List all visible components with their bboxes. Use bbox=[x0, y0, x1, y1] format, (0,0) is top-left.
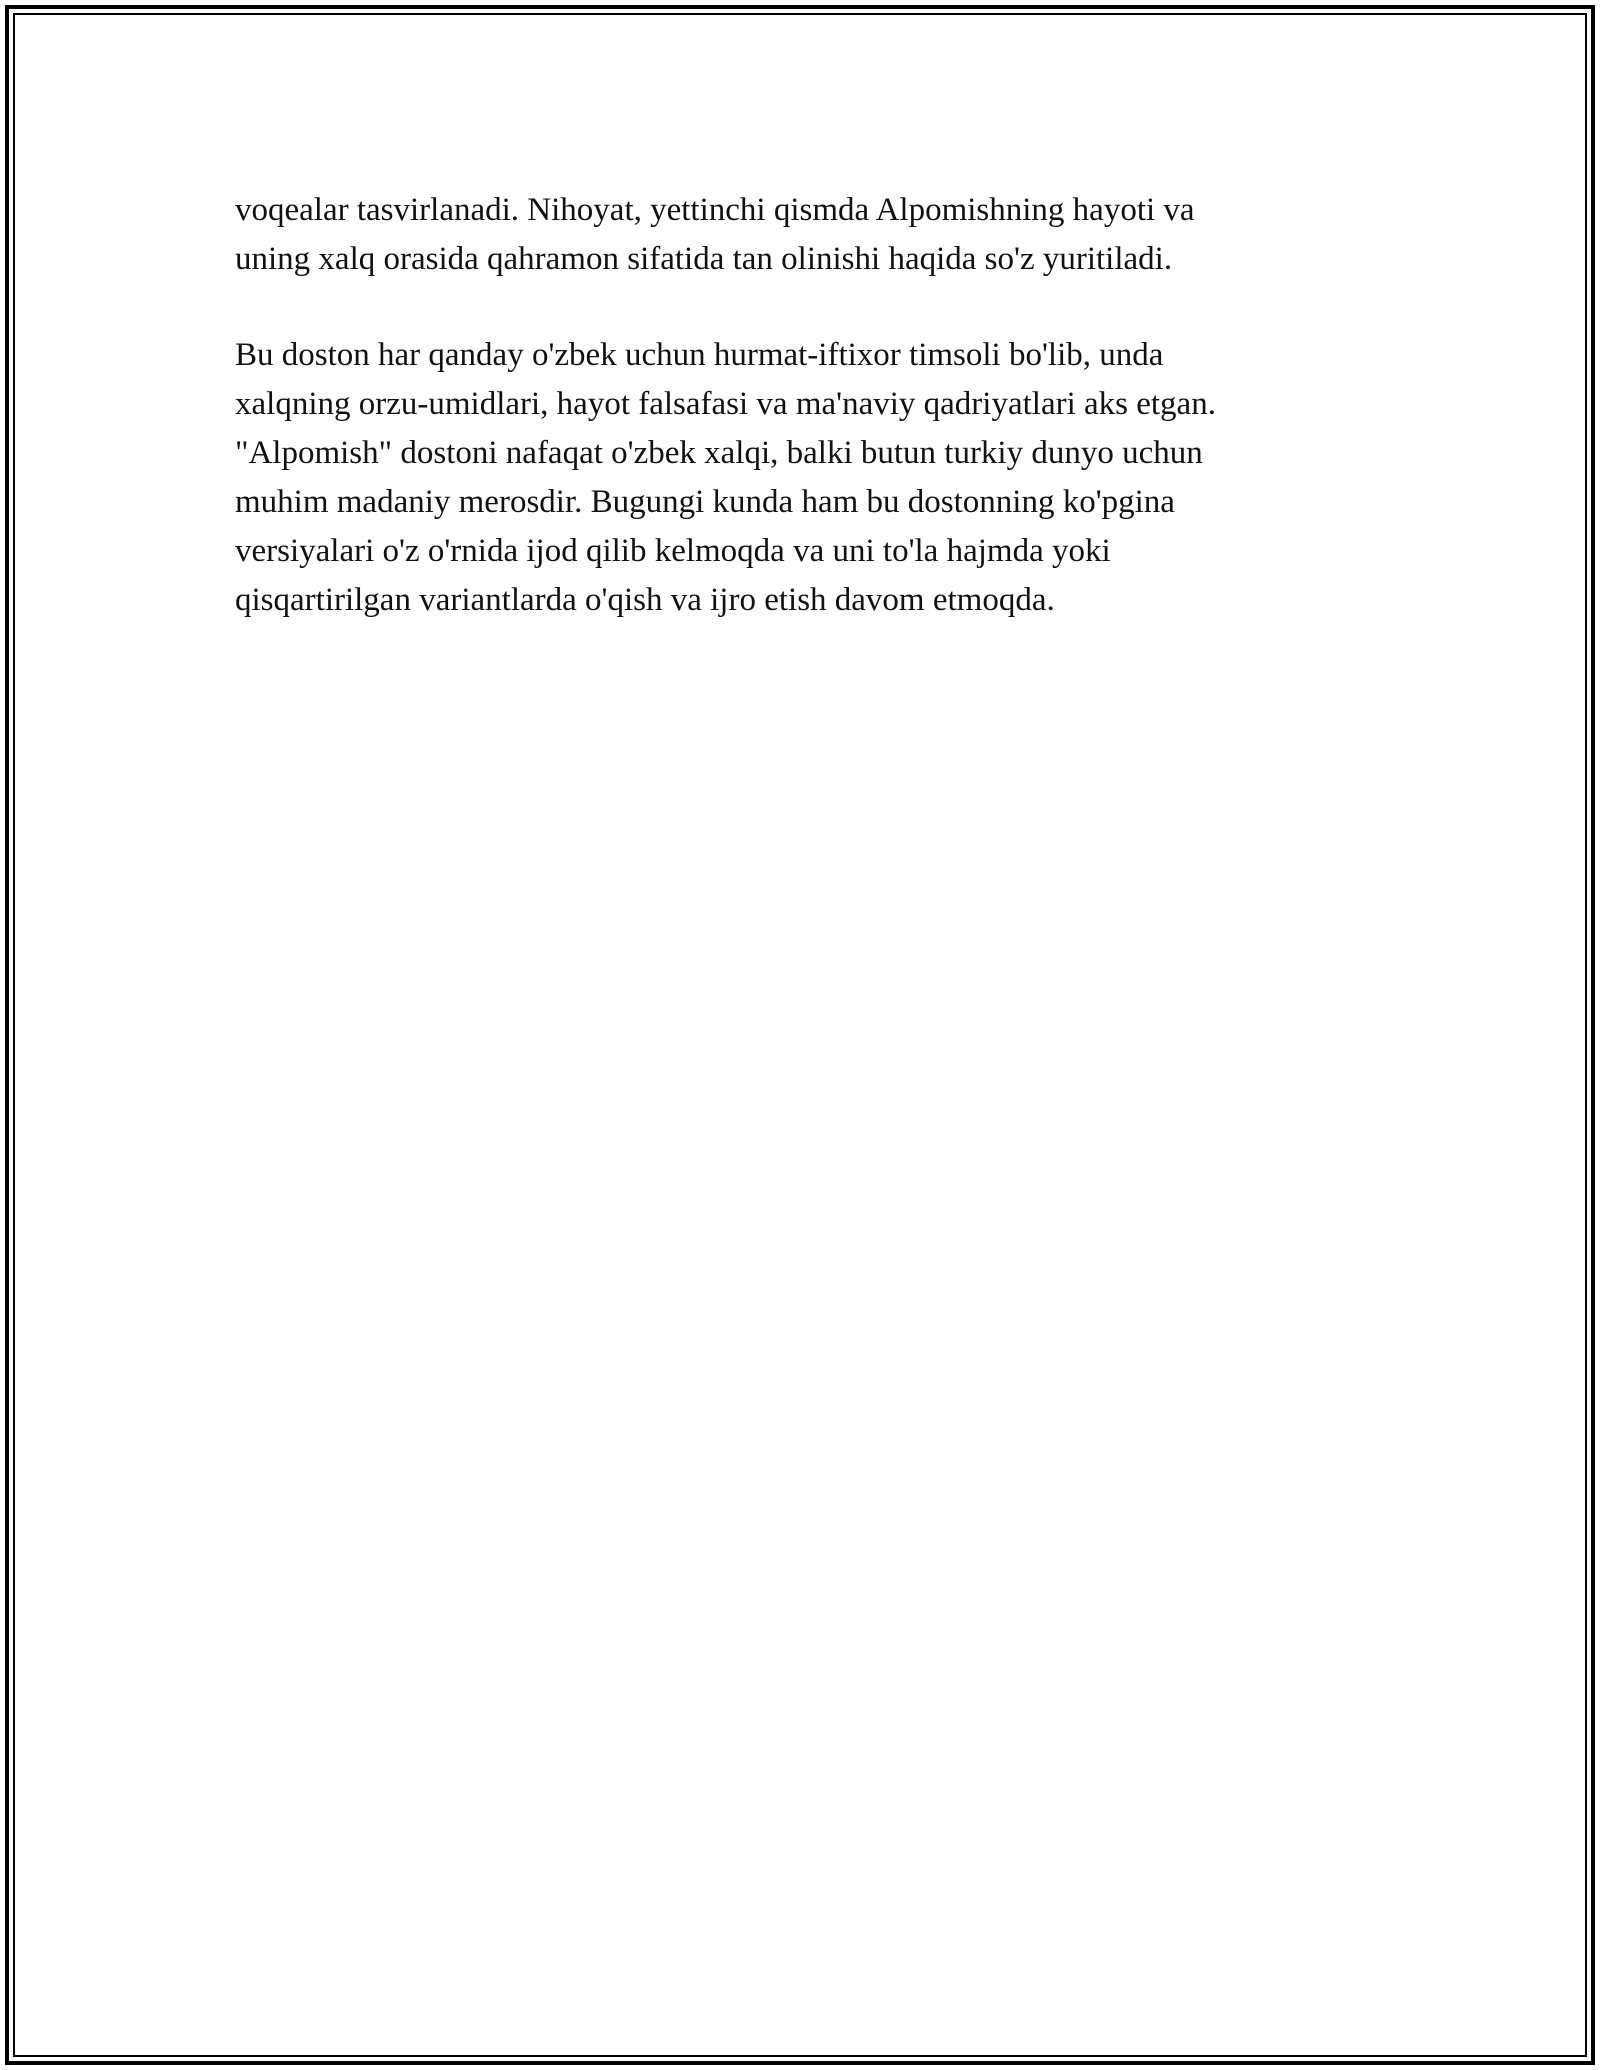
document-body bbox=[235, 186, 1365, 672]
paragraph-1: voqealar tasvirlanadi. Nihoyat, yettinchi qismda Alpomishning hayoti va uning xalq orasida qahramon sifatida tan olinishi haqida so'z yuritiladi. bbox=[235, 192, 1195, 277]
paragraph-2: Bu doston har qanday o'zbek uchun hurmat-iftixor timsoli bo'lib, unda xalqning orzu-umidlari, hayot falsafasi va ma'naviy qadriyatlari aks etgan. "Alpomish" dostoni nafaqat o'zbek xalqi, balki butun turkiy dunyo uchun muhim madaniy merosdir. Bugungi kunda ham bu dostonning ko'pgina versiyalari o'z o'rnida ijod qilib kelmoqda va uni to'la hajmda yoki qisqartirilgan variantlarda o'qish va ijro etish davom etmoqda. bbox=[235, 337, 1216, 618]
